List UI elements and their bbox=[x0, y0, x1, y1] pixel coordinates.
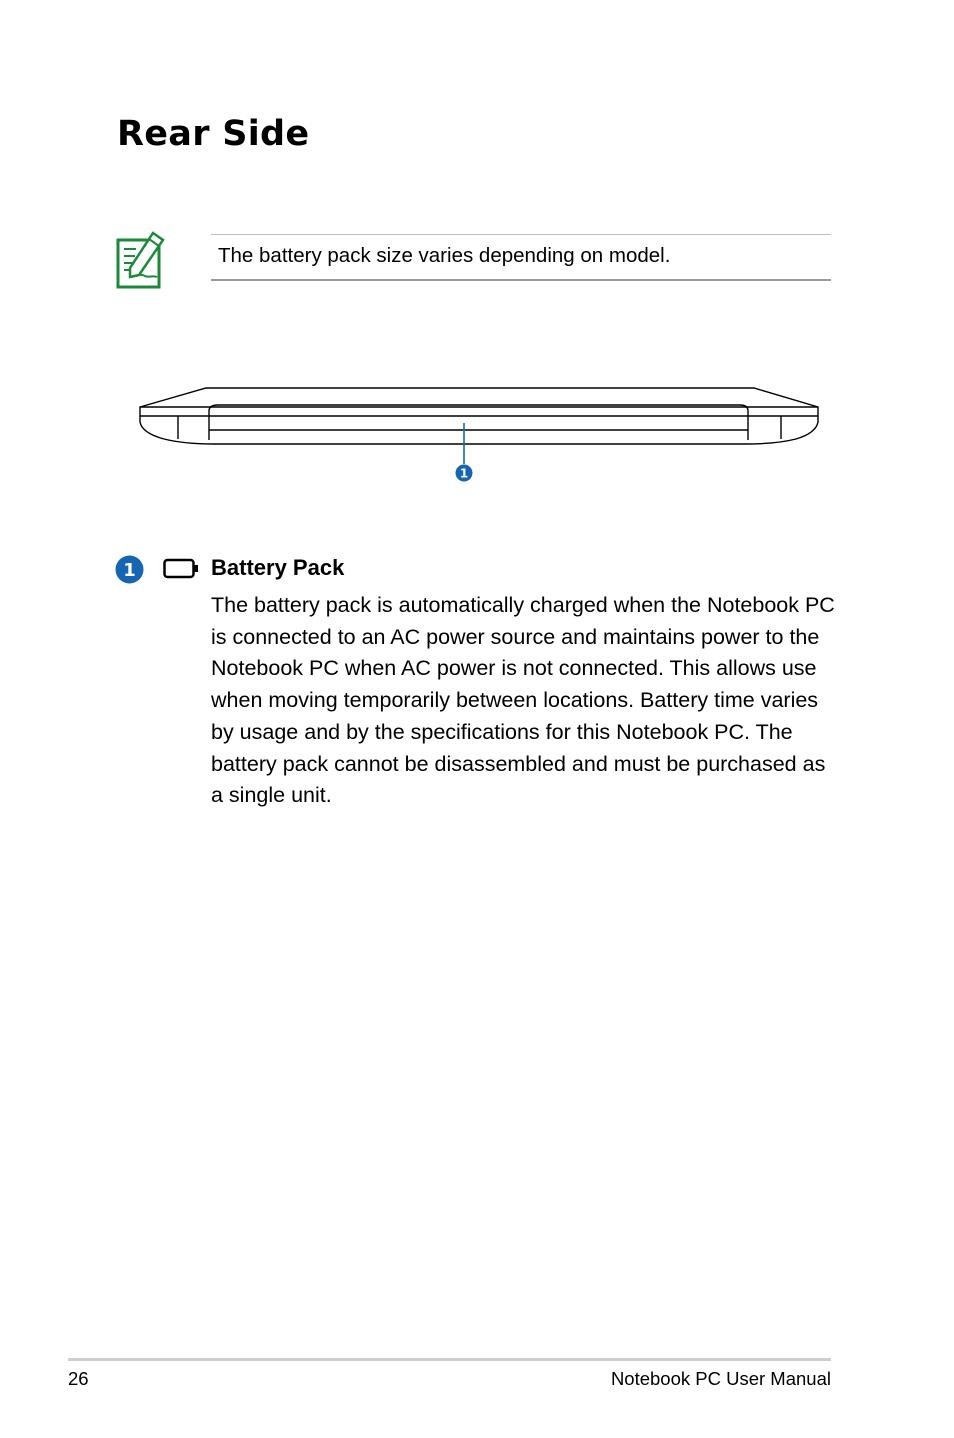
svg-text:1: 1 bbox=[459, 466, 469, 481]
callout-number-1 bbox=[455, 464, 473, 482]
battery-pack-title: Battery Pack bbox=[211, 555, 345, 580]
note-box bbox=[211, 234, 831, 281]
note-pencil-icon bbox=[115, 231, 167, 291]
laptop-rear-illustration bbox=[136, 380, 824, 490]
manual-title: Notebook PC User Manual bbox=[610, 1368, 831, 1389]
page-title: Rear Side bbox=[117, 114, 310, 154]
svg-text:1: 1 bbox=[123, 560, 136, 581]
page-number: 26 bbox=[68, 1368, 89, 1389]
item-number-badge bbox=[115, 555, 144, 584]
note-text: The battery pack size varies depending on model. bbox=[218, 244, 671, 267]
battery-icon bbox=[163, 558, 199, 580]
battery-pack-description: The battery pack is automatically charged when the Notebook PC is connected to an AC power source and maintains power to the Notebook PC when AC power is not connected. This allows use when moving temporarily between locations. Battery time varies by usage and by the specifications for this Notebook PC. The battery pack cannot be disassembled and must be purchased as a single unit. bbox=[211, 593, 835, 808]
footer-divider bbox=[68, 1358, 831, 1361]
